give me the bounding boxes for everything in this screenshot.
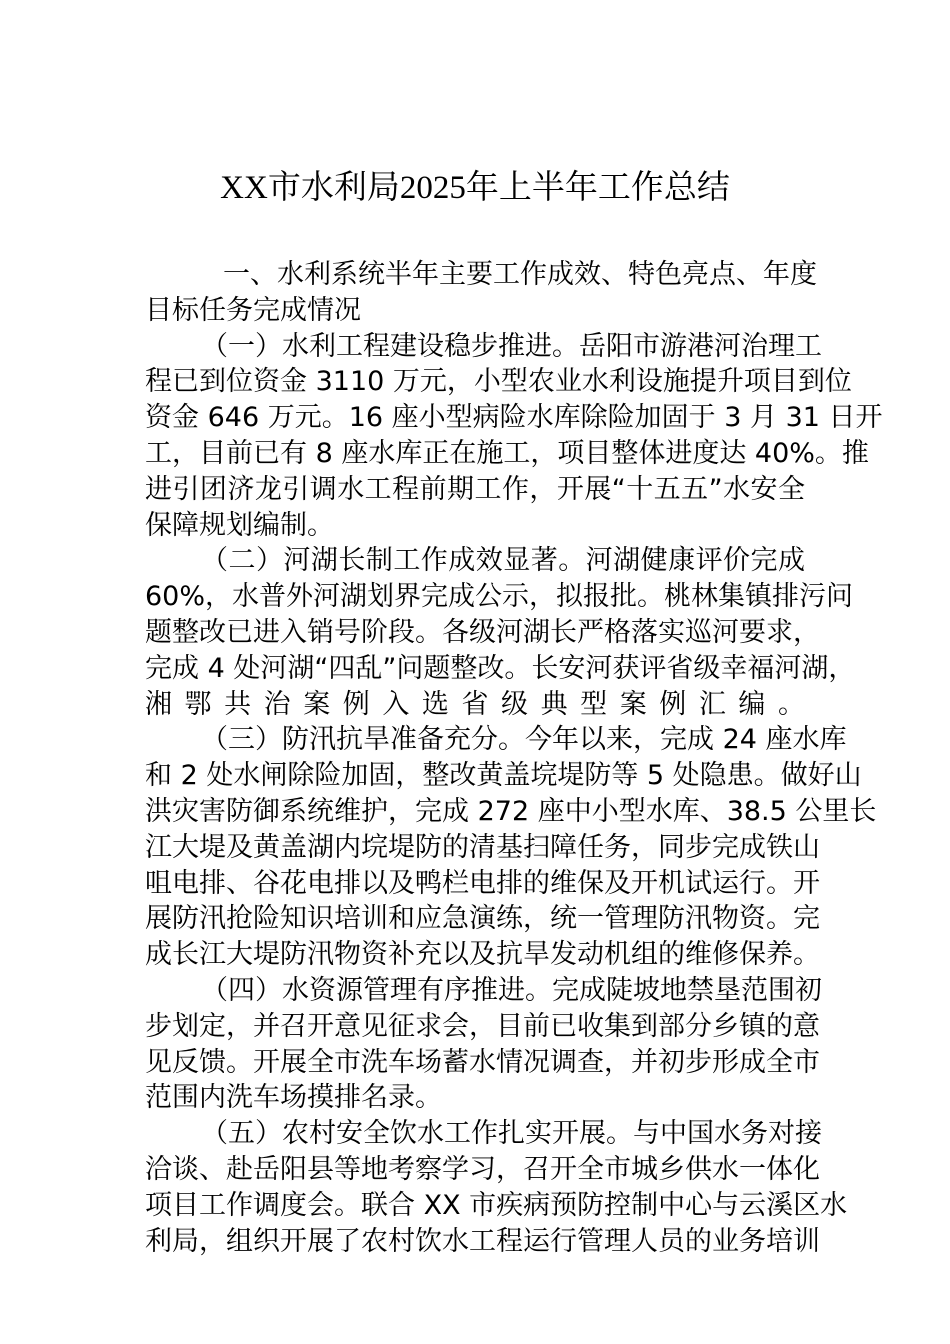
text-line: 展防汛抢险知识培训和应急演练，统一管理防汛物资。完	[145, 903, 820, 935]
text-line: 工，目前已有 8 座水库正在施工，项目整体进度达 40%。推	[145, 437, 869, 469]
text-line: 60%，水普外河湖划界完成公示，拟报批。桃林集镇排污问	[145, 581, 854, 613]
text-line: （一）水利工程建设稳步推进。岳阳市游港河治理工	[201, 330, 822, 362]
paragraph	[145, 543, 856, 722]
text-line: 洽谈、赴岳阳县等地考察学习，召开全市城乡供水一体化	[145, 1153, 820, 1185]
paragraph	[145, 722, 877, 973]
document-body	[145, 257, 883, 1259]
text-line: 利局，组织开展了农村饮水工程运行管理人员的业务培训	[145, 1225, 820, 1257]
text-line: 见反馈。开展全市洗车场蓄水情况调查，并初步形成全市	[145, 1046, 820, 1078]
text-line: 程已到位资金 3110 万元，小型农业水利设施提升项目到位	[145, 366, 852, 398]
text-line: 资金 646 万元。16 座小型病险水库除险加固于 3 月 31 日开	[145, 402, 883, 434]
text-line: 项目工作调度会。联合 XX 市疾病预防控制中心与云溪区水	[145, 1189, 848, 1221]
text-line: 完成 4 处河湖“四乱”问题整改。长安河获评省级幸福河湖，	[145, 652, 856, 684]
text-line: （四）水资源管理有序推进。完成陡坡地禁垦范围初	[201, 974, 822, 1006]
paragraph	[145, 973, 822, 1116]
text-line: 湘鄂共治案例入选省级典型案例汇编。	[145, 688, 805, 720]
text-line: 一、水利系统半年主要工作成效、特色亮点、年度	[223, 259, 817, 290]
text-line: （五）农村安全饮水工作扎实开展。与中国水务对接	[201, 1118, 822, 1150]
text-line: （二）河湖长制工作成效显著。河湖健康评价完成	[201, 545, 805, 577]
text-line: 目标任务完成情况	[145, 294, 361, 326]
document-title: XX市水利局2025年上半年工作总结	[220, 170, 730, 206]
text-line: 成长江大堤防汛物资补充以及抗旱发动机组的维修保养。	[145, 939, 820, 971]
text-line: 题整改已进入销号阶段。各级河湖长严格落实巡河要求，	[145, 616, 820, 648]
text-line: 步划定，并召开意见征求会，目前已收集到部分乡镇的意	[145, 1010, 820, 1042]
text-line: 咀电排、谷花电排以及鸭栏电排的维保及开机试运行。开	[145, 867, 820, 899]
text-line: 进引团济龙引调水工程前期工作，开展“十五五”水安全	[145, 473, 805, 505]
text-line: 保障规划编制。	[145, 509, 334, 541]
paragraph	[145, 1116, 848, 1259]
text-line: 和 2 处水闸除险加固，整改黄盖垸堤防等 5 处隐患。做好山	[145, 760, 862, 792]
section-heading	[145, 257, 817, 329]
text-line: 洪灾害防御系统维护，完成 272 座中小型水库、38.5 公里长	[145, 795, 877, 827]
text-line: 江大堤及黄盖湖内垸堤防的清基扫障任务，同步完成铁山	[145, 831, 820, 863]
text-line: 范围内洗车场摸排名录。	[145, 1082, 442, 1114]
paragraph	[145, 329, 883, 544]
text-line: （三）防汛抗旱准备充分。今年以来，完成 24 座水库	[201, 724, 847, 756]
